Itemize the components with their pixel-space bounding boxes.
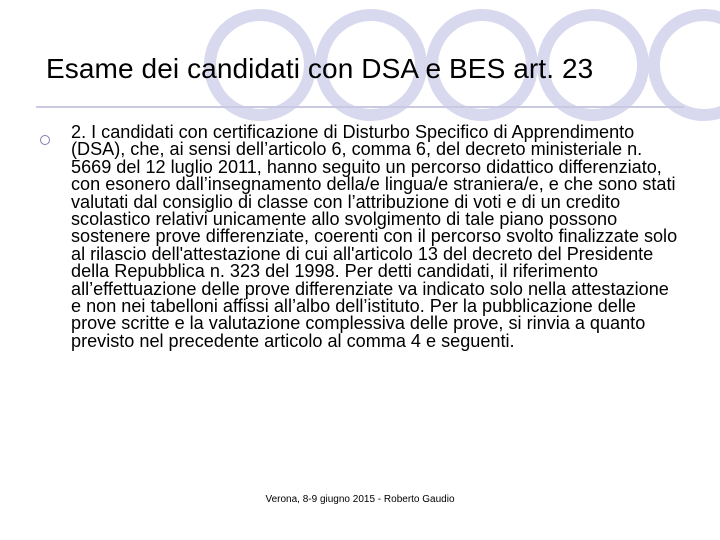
decor-circle xyxy=(654,15,720,115)
slide-title: Esame dei candidati con DSA e BES art. 23 xyxy=(46,53,594,84)
title-divider xyxy=(36,106,684,108)
bullet-text: 2. I candidati con certificazione di Disturbo Specifico di Apprendimento (DSA), che, ai sensi dell’articolo 6, comma 6, del decreto ministeriale n. 5669 del 12 luglio 2011, hanno seguito un percorso didattico differenziato, con esonero dall’insegnamento della/e lingua/e straniera/e, e che sono stati valutati dal consiglio di classe con l’attribuzione di voti e di un credito scolastico relativi unicamente allo svolgimento di tale piano possono sostenere prove differenziate, coerenti con il percorso svolto finalizzate solo al rilascio dell'attestazione di cui all'articolo 13 del decreto del Presidente della Repubblica n. 323 del 1998. Per detti candidati, il riferimento all’effettuazione delle prove differenziate va indicato solo nella attestazione e non nei tabelloni affissi all’albo dell’istituto. Per la pubblicazione delle prove scritte e la valutazione complessiva delle prove, si rinvia a quanto previsto nel precedente articolo al comma 4 e seguenti. xyxy=(71,122,678,351)
slide-content xyxy=(40,124,680,350)
slide-footer: Verona, 8-9 giugno 2015 - Roberto Gaudio xyxy=(265,494,455,505)
bullet-item xyxy=(40,124,680,350)
hollow-circle-icon xyxy=(40,135,50,145)
